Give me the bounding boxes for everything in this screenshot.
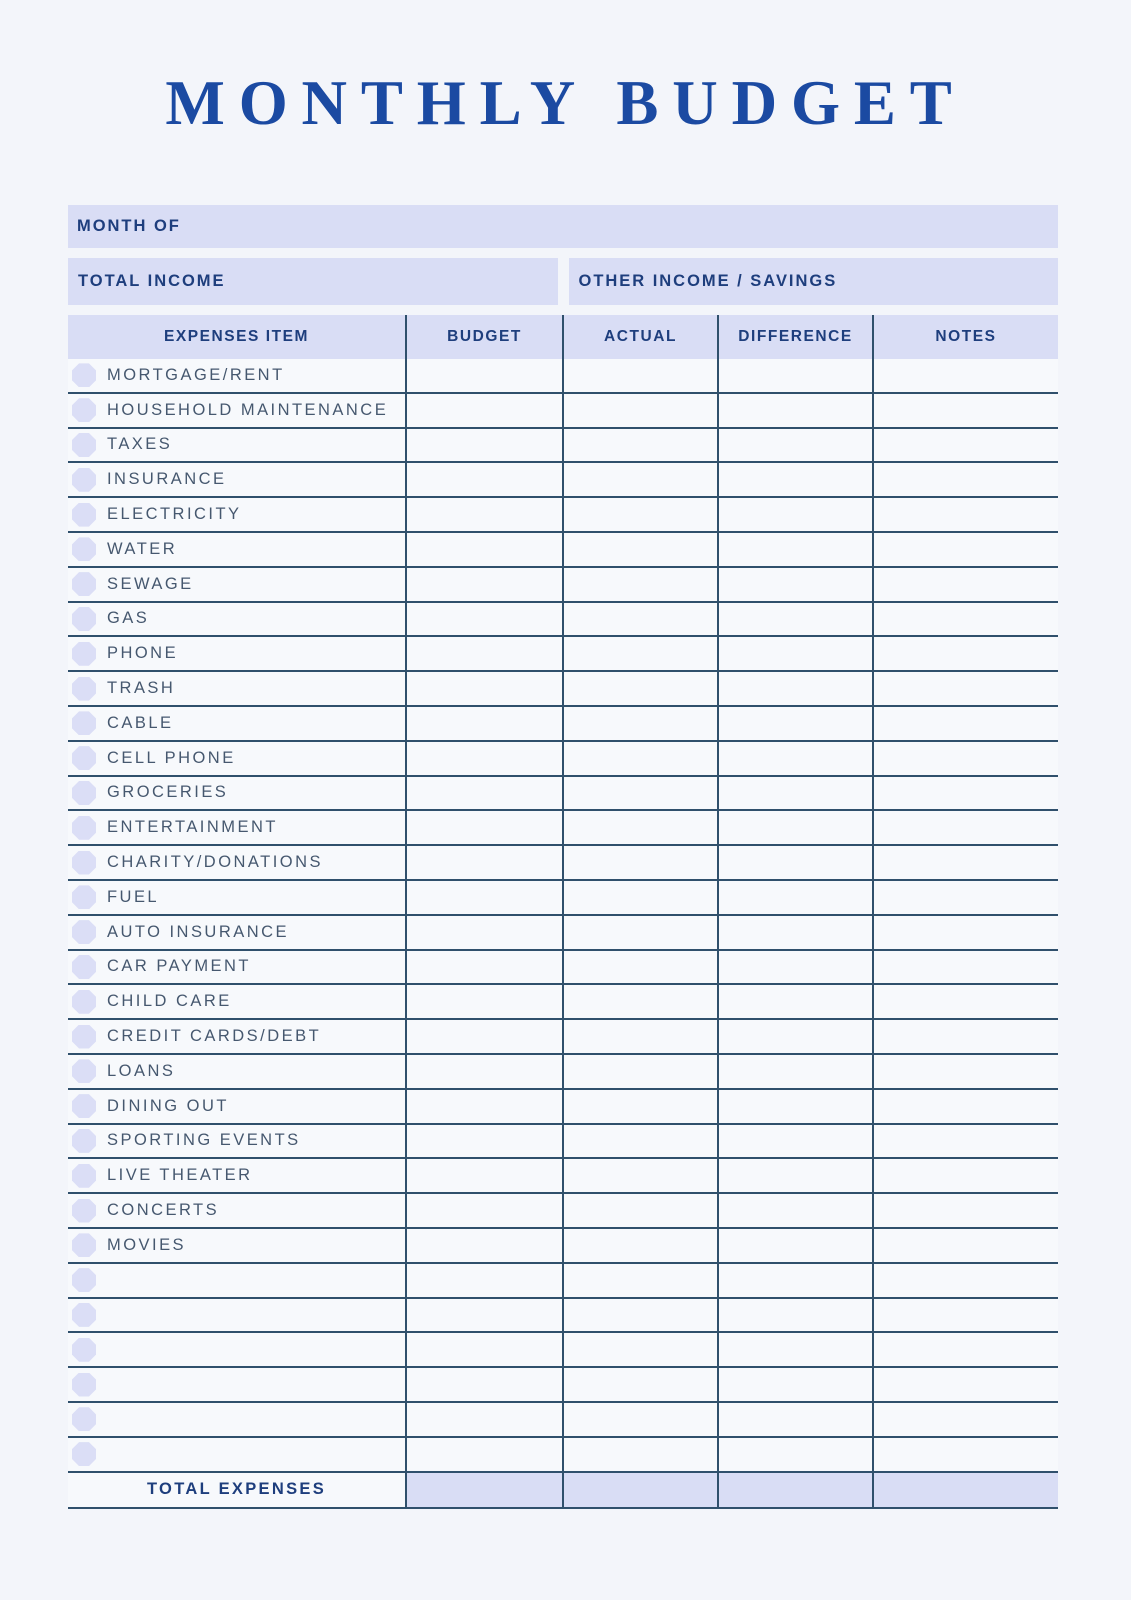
expense-item-cell [68, 985, 407, 1018]
bullet-icon [72, 990, 96, 1014]
expense-item-cell [68, 394, 407, 427]
notes-cell [874, 463, 1058, 496]
actual-cell [564, 881, 719, 914]
bullet-icon [72, 1407, 96, 1431]
expense-item-label: PHONE [107, 644, 179, 663]
difference-cell [719, 1264, 874, 1297]
expense-item-cell [68, 881, 407, 914]
budget-cell [407, 1090, 564, 1123]
difference-cell [719, 672, 874, 705]
expense-item-label: INSURANCE [107, 470, 227, 489]
notes-cell [874, 1229, 1058, 1262]
expense-row [68, 1194, 1058, 1229]
bullet-icon [72, 1338, 96, 1362]
expense-row-empty [68, 1299, 1058, 1334]
notes-cell [874, 742, 1058, 775]
bullet-icon [72, 1373, 96, 1397]
expense-item-cell [68, 1194, 407, 1227]
budget-cell [407, 1020, 564, 1053]
actual-cell [564, 463, 719, 496]
actual-cell [564, 951, 719, 984]
expense-item-cell [68, 742, 407, 775]
bullet-icon [72, 642, 96, 666]
notes-cell [874, 846, 1058, 879]
expenses-table [68, 315, 1058, 1509]
expense-item-cell [68, 429, 407, 462]
expense-item-label: CELL PHONE [107, 748, 236, 767]
total-difference-cell [719, 1473, 874, 1507]
bullet-icon [72, 572, 96, 596]
bullet-icon [72, 1059, 96, 1083]
difference-cell [719, 498, 874, 531]
expense-item-cell [68, 1438, 407, 1471]
budget-cell [407, 1194, 564, 1227]
bullet-icon [72, 920, 96, 944]
difference-cell [719, 1194, 874, 1227]
difference-cell [719, 603, 874, 636]
expense-item-label: CHILD CARE [107, 992, 232, 1011]
budget-cell [407, 846, 564, 879]
expense-item-label: CABLE [107, 713, 174, 732]
expense-item-label: MORTGAGE/RENT [107, 365, 285, 384]
expense-row [68, 707, 1058, 742]
difference-cell [719, 1438, 874, 1471]
expense-item-label: CAR PAYMENT [107, 957, 251, 976]
expense-item-cell [68, 1125, 407, 1158]
actual-cell [564, 498, 719, 531]
actual-cell [564, 985, 719, 1018]
budget-cell [407, 533, 564, 566]
notes-cell [874, 1438, 1058, 1471]
notes-cell [874, 707, 1058, 740]
bullet-icon [72, 816, 96, 840]
actual-cell [564, 1438, 719, 1471]
expense-item-label: CREDIT CARDS/DEBT [107, 1027, 322, 1046]
bullet-icon [72, 746, 96, 770]
budget-cell [407, 359, 564, 392]
actual-cell [564, 846, 719, 879]
expense-item-label: CONCERTS [107, 1201, 220, 1220]
expense-row [68, 498, 1058, 533]
expense-item-cell [68, 498, 407, 531]
expense-row [68, 672, 1058, 707]
month-of-bar [68, 205, 1058, 248]
budget-cell [407, 637, 564, 670]
budget-cell [407, 1403, 564, 1436]
actual-cell [564, 1020, 719, 1053]
difference-cell [719, 533, 874, 566]
expense-row [68, 742, 1058, 777]
total-budget-cell [407, 1473, 564, 1507]
notes-cell [874, 603, 1058, 636]
expense-item-cell [68, 1020, 407, 1053]
expense-item-cell [68, 1299, 407, 1332]
expense-item-cell [68, 637, 407, 670]
bullet-icon [72, 433, 96, 457]
expense-item-label: ELECTRICITY [107, 505, 242, 524]
column-header-notes: NOTES [935, 328, 997, 345]
expense-row [68, 429, 1058, 464]
budget-cell [407, 1125, 564, 1158]
expense-item-cell [68, 603, 407, 636]
expense-row [68, 1090, 1058, 1125]
budget-cell [407, 1368, 564, 1401]
column-header-budget: BUDGET [407, 315, 564, 359]
expense-item-label: SPORTING EVENTS [107, 1131, 301, 1150]
notes-cell [874, 672, 1058, 705]
bullet-icon [72, 1303, 96, 1327]
bullet-icon [72, 1164, 96, 1188]
budget-cell [407, 1333, 564, 1366]
bullet-icon [72, 1442, 96, 1466]
actual-cell [564, 1403, 719, 1436]
total-actual-cell [564, 1473, 719, 1507]
notes-cell [874, 1333, 1058, 1366]
expense-item-label: TRASH [107, 679, 176, 698]
actual-cell [564, 777, 719, 810]
expense-row [68, 463, 1058, 498]
bullet-icon [72, 1199, 96, 1223]
bullet-icon [72, 955, 96, 979]
actual-cell [564, 1333, 719, 1366]
bullet-icon [72, 1268, 96, 1292]
expense-item-label: DINING OUT [107, 1096, 229, 1115]
budget-cell [407, 951, 564, 984]
actual-cell [564, 1229, 719, 1262]
notes-cell [874, 533, 1058, 566]
difference-cell [719, 1055, 874, 1088]
expense-item-label: GROCERIES [107, 783, 229, 802]
budget-cell [407, 916, 564, 949]
content-area [68, 205, 1058, 1509]
difference-cell [719, 1229, 874, 1262]
actual-cell [564, 1264, 719, 1297]
bullet-icon [72, 537, 96, 561]
difference-cell [719, 707, 874, 740]
expense-item-cell [68, 463, 407, 496]
expense-item-cell [68, 533, 407, 566]
notes-cell [874, 916, 1058, 949]
budget-cell [407, 777, 564, 810]
budget-cell [407, 707, 564, 740]
bullet-icon [72, 677, 96, 701]
total-notes-cell [874, 1473, 1058, 1507]
actual-cell [564, 568, 719, 601]
bullet-icon [72, 1025, 96, 1049]
notes-cell [874, 777, 1058, 810]
expense-row [68, 1020, 1058, 1055]
column-header-difference: DIFFERENCE [719, 315, 874, 359]
difference-cell [719, 568, 874, 601]
actual-cell [564, 1368, 719, 1401]
total-income-bar [68, 258, 558, 305]
expense-row [68, 603, 1058, 638]
expense-item-label: LOANS [107, 1061, 176, 1080]
expense-item-label: GAS [107, 609, 150, 628]
notes-cell [874, 1194, 1058, 1227]
difference-cell [719, 985, 874, 1018]
notes-cell [874, 394, 1058, 427]
expense-item-cell [68, 359, 407, 392]
notes-cell [874, 1055, 1058, 1088]
difference-cell [719, 846, 874, 879]
other-income-savings-label: OTHER INCOME / SAVINGS [578, 272, 838, 290]
expense-item-cell [68, 916, 407, 949]
expense-item-cell [68, 846, 407, 879]
actual-cell [564, 1090, 719, 1123]
bullet-icon [72, 1129, 96, 1153]
difference-cell [719, 951, 874, 984]
difference-cell [719, 429, 874, 462]
difference-cell [719, 1403, 874, 1436]
budget-cell [407, 603, 564, 636]
difference-cell [719, 359, 874, 392]
actual-cell [564, 533, 719, 566]
expense-row-empty [68, 1438, 1058, 1473]
notes-cell [874, 811, 1058, 844]
actual-cell [564, 394, 719, 427]
bullet-icon [72, 1233, 96, 1257]
notes-cell [874, 1264, 1058, 1297]
bullet-icon [72, 885, 96, 909]
expense-item-cell [68, 1090, 407, 1123]
bullet-icon [72, 398, 96, 422]
month-of-label: MONTH OF [77, 217, 181, 235]
notes-cell [874, 951, 1058, 984]
expense-row [68, 916, 1058, 951]
actual-cell [564, 603, 719, 636]
actual-cell [564, 707, 719, 740]
expense-item-cell [68, 1333, 407, 1366]
actual-cell [564, 1055, 719, 1088]
difference-cell [719, 777, 874, 810]
actual-cell [564, 1194, 719, 1227]
budget-cell [407, 672, 564, 705]
total-expenses-row [68, 1473, 1058, 1509]
expense-row [68, 1159, 1058, 1194]
notes-cell [874, 498, 1058, 531]
actual-cell [564, 359, 719, 392]
expense-item-label: ENTERTAINMENT [107, 818, 278, 837]
page-title: MONTHLY BUDGET [165, 68, 966, 138]
budget-cell [407, 568, 564, 601]
actual-cell [564, 637, 719, 670]
budget-cell [407, 1264, 564, 1297]
expense-row-empty [68, 1403, 1058, 1438]
expense-row [68, 985, 1058, 1020]
notes-cell [874, 359, 1058, 392]
column-header-actual: ACTUAL [564, 315, 719, 359]
expense-row [68, 951, 1058, 986]
actual-cell [564, 429, 719, 462]
difference-cell [719, 742, 874, 775]
notes-cell [874, 568, 1058, 601]
bullet-icon [72, 711, 96, 735]
budget-cell [407, 1438, 564, 1471]
expense-item-cell [68, 1159, 407, 1192]
bullet-icon [72, 503, 96, 527]
expense-row [68, 846, 1058, 881]
notes-cell [874, 881, 1058, 914]
budget-cell [407, 1299, 564, 1332]
expense-row [68, 568, 1058, 603]
expense-row-empty [68, 1333, 1058, 1368]
budget-cell [407, 1229, 564, 1262]
budget-cell [407, 1055, 564, 1088]
expense-row [68, 1055, 1058, 1090]
expense-row [68, 1125, 1058, 1160]
difference-cell [719, 463, 874, 496]
notes-cell [874, 1090, 1058, 1123]
actual-cell [564, 1299, 719, 1332]
expense-row [68, 1229, 1058, 1264]
actual-cell [564, 1125, 719, 1158]
actual-cell [564, 672, 719, 705]
budget-cell [407, 881, 564, 914]
expense-item-label: SEWAGE [107, 574, 194, 593]
expense-row [68, 811, 1058, 846]
expense-item-label: TAXES [107, 435, 173, 454]
bullet-icon [72, 781, 96, 805]
actual-cell [564, 742, 719, 775]
difference-cell [719, 1159, 874, 1192]
difference-cell [719, 1368, 874, 1401]
actual-cell [564, 916, 719, 949]
expense-item-cell [68, 1055, 407, 1088]
budget-cell [407, 498, 564, 531]
notes-cell [874, 1368, 1058, 1401]
budget-cell [407, 394, 564, 427]
expense-row [68, 637, 1058, 672]
budget-cell [407, 1159, 564, 1192]
bullet-icon [72, 851, 96, 875]
expense-item-cell [68, 568, 407, 601]
budget-cell [407, 811, 564, 844]
expense-row [68, 777, 1058, 812]
expense-item-label: HOUSEHOLD MAINTENANCE [107, 400, 389, 419]
expense-item-label: MOVIES [107, 1235, 187, 1254]
difference-cell [719, 811, 874, 844]
notes-cell [874, 1020, 1058, 1053]
notes-cell [874, 1403, 1058, 1436]
actual-cell [564, 811, 719, 844]
difference-cell [719, 1333, 874, 1366]
expense-item-cell [68, 1368, 407, 1401]
budget-cell [407, 742, 564, 775]
bullet-icon [72, 607, 96, 631]
difference-cell [719, 637, 874, 670]
total-income-label: TOTAL INCOME [78, 272, 226, 290]
expense-item-cell [68, 707, 407, 740]
bullet-icon [72, 1094, 96, 1118]
notes-cell [874, 1299, 1058, 1332]
expense-row-empty [68, 1368, 1058, 1403]
expense-item-label: CHARITY/DONATIONS [107, 853, 323, 872]
income-section [68, 258, 1058, 305]
notes-cell [874, 985, 1058, 1018]
expense-item-label: AUTO INSURANCE [107, 922, 289, 941]
expenses-table-body [68, 359, 1058, 1473]
bullet-icon [72, 468, 96, 492]
expense-item-cell [68, 951, 407, 984]
expense-row-empty [68, 1264, 1058, 1299]
difference-cell [719, 1020, 874, 1053]
notes-cell [874, 429, 1058, 462]
expense-item-cell [68, 811, 407, 844]
expense-item-cell [68, 672, 407, 705]
expense-item-cell [68, 1264, 407, 1297]
difference-cell [719, 916, 874, 949]
expenses-table-header [68, 315, 1058, 359]
notes-cell [874, 1125, 1058, 1158]
expense-item-cell [68, 777, 407, 810]
expense-item-label: FUEL [107, 887, 160, 906]
total-expenses-label: TOTAL EXPENSES [146, 1480, 327, 1498]
budget-cell [407, 429, 564, 462]
difference-cell [719, 1090, 874, 1123]
difference-cell [719, 881, 874, 914]
notes-cell [874, 1159, 1058, 1192]
expense-item-label: LIVE THEATER [107, 1166, 253, 1185]
expense-row [68, 359, 1058, 394]
expense-item-cell [68, 1403, 407, 1436]
expense-item-cell [68, 1229, 407, 1262]
bullet-icon [72, 363, 96, 387]
other-income-savings-bar [569, 258, 1059, 305]
budget-cell [407, 985, 564, 1018]
budget-cell [407, 463, 564, 496]
difference-cell [719, 394, 874, 427]
expense-item-label: WATER [107, 539, 178, 558]
expense-row [68, 394, 1058, 429]
column-header-expenses-item: EXPENSES ITEM [68, 315, 407, 359]
expense-row [68, 533, 1058, 568]
difference-cell [719, 1125, 874, 1158]
notes-cell [874, 637, 1058, 670]
actual-cell [564, 1159, 719, 1192]
total-expenses-label-cell [68, 1473, 407, 1507]
difference-cell [719, 1299, 874, 1332]
expense-row [68, 881, 1058, 916]
